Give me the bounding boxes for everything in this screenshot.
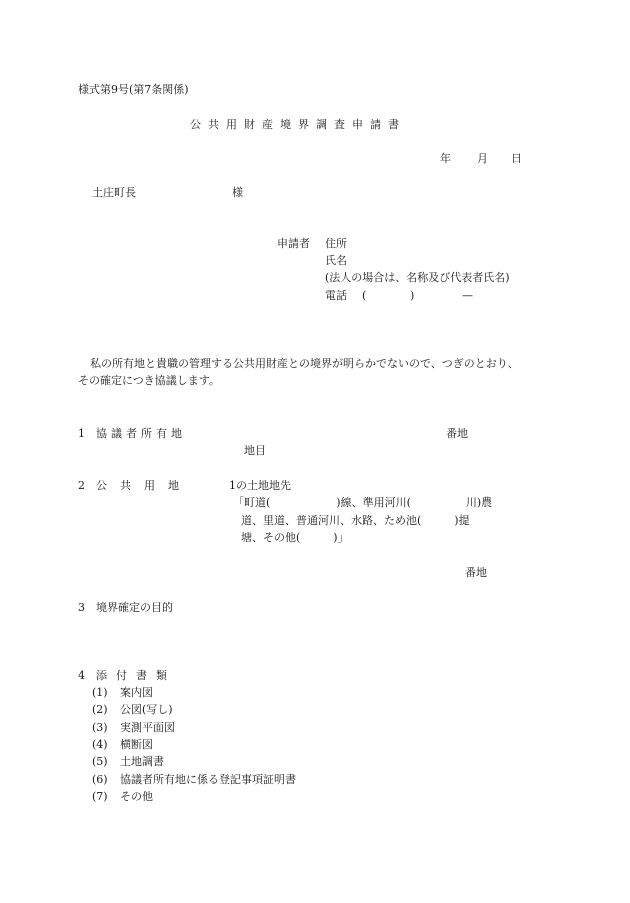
attachment-num: (6) [92,772,108,786]
phone-open-paren: ( [362,289,367,302]
section-2-sub: 1の土地地先 [229,479,291,492]
section-2-label: 公共用地 [96,479,192,492]
attachment-item: その他 [120,789,153,803]
attachment-item: 協議者所有地に係る登記事項証明書 [120,772,296,786]
addressee-honorific: 様 [232,186,243,199]
section-2-line-3: 塘、その他( )」 [241,531,349,544]
date-day: 日 [511,152,522,165]
section-2-line-1: 「町道( )線、準用河川( 川)農 [233,496,493,509]
attachment-num: (2) [92,703,108,717]
applicant-label: 申請者 [277,237,310,250]
attachment-item: 土地調書 [120,755,164,769]
attachment-num: (5) [92,755,108,769]
addressee-name: 土庄町長 [92,186,136,199]
section-2-banchi: 番地 [465,566,487,579]
section-1-label: 協議者所有地 [96,427,186,440]
page-title: 公共用財産境界調査申請書 [190,118,406,131]
attachment-num: (7) [92,789,108,803]
attachment-num: (4) [92,737,108,751]
section-1-chimoku: 地目 [244,444,266,457]
attachment-item: 実測平面図 [120,720,175,734]
form-number: 様式第9号(第7条関係) [78,83,189,96]
body-line-2: その確定につき協議します。 [78,374,220,387]
phone-dash: — [462,289,473,302]
phone-close-paren: ) [410,289,415,302]
applicant-phone-label: 電話 [325,289,347,302]
section-3-num: 3 [78,601,85,614]
applicant-address: 住所 [325,237,347,250]
section-3-label: 境界確定の目的 [96,601,173,614]
section-2-num: 2 [78,479,85,492]
attachment-num: (1) [92,686,108,699]
section-4-label: 添付書類 [96,669,176,682]
section-4-num: 4 [78,669,85,682]
section-1-banchi: 番地 [446,427,468,440]
date-year: 年 [440,152,451,165]
section-1-num: 1 [78,427,85,440]
date-month: 月 [477,152,488,165]
body-line-1: 私の所有地と貴職の管理する公共用財産との境界が明らかでないので、つぎのとおり、 [90,357,519,370]
attachment-item: 案内図 [120,686,153,699]
applicant-name: 氏名 [325,254,347,267]
attachment-num: (3) [92,720,108,734]
section-2-line-2: 道、里道、普通河川、水路、ため池( )提 [241,514,470,527]
attachment-item: 公図(写し) [120,703,173,717]
applicant-corp-note: (法人の場合は、名称及び代表者氏名) [325,271,510,284]
attachment-item: 横断図 [120,737,153,751]
